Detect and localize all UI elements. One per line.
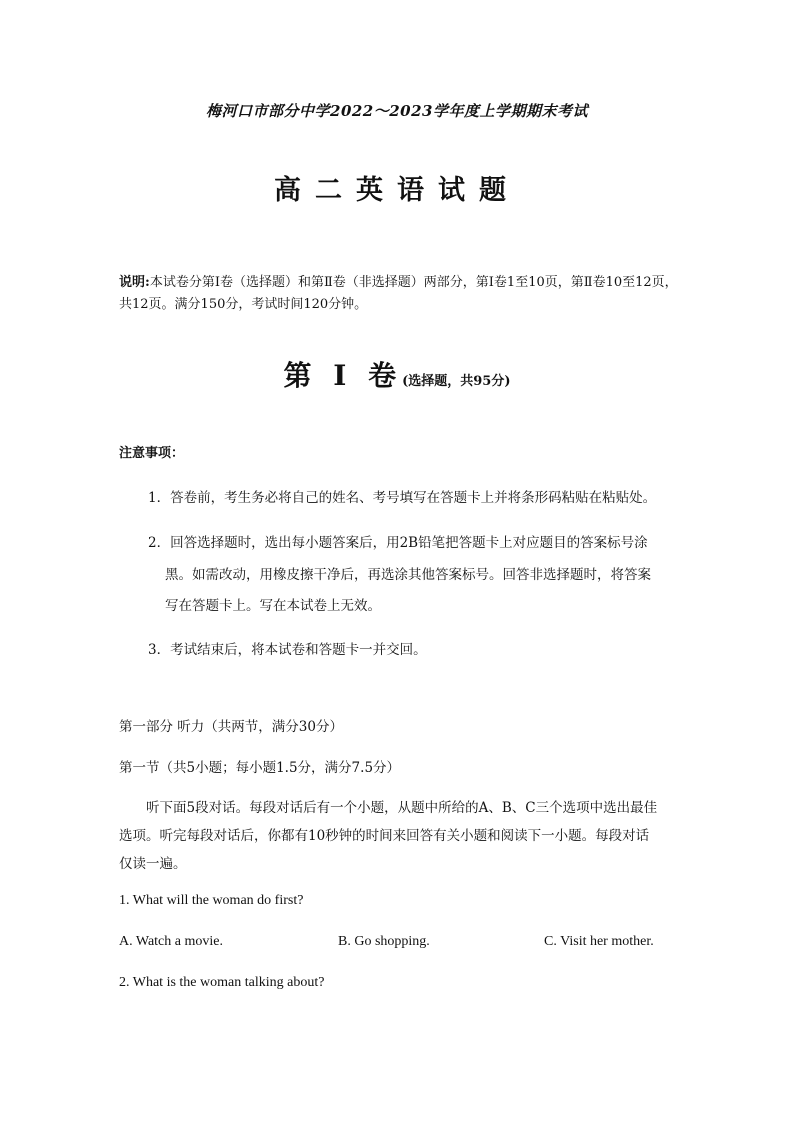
question-2-stem: 2. What is the woman talking about? — [119, 975, 325, 990]
question-1-option-a: A. Watch a movie. — [119, 934, 223, 949]
page-title: 高二英语试题 — [274, 175, 520, 206]
notice-item-3: 3．考试结束后，将本试卷和答题卡一并交回。 — [148, 642, 427, 658]
notice-item-2-line-3: 写在答题卡上。写在本试卷上无效。 — [165, 598, 381, 614]
note-label: 说明: — [119, 275, 150, 290]
notice-item-2-line-2: 黑。如需改动，用橡皮擦干净后，再选涂其他答案标号。回答非选择题时，将答案 — [165, 567, 651, 583]
question-1-option-c: C. Visit her mother. — [544, 934, 654, 949]
listening-instructions-line-3: 仅读一遍。 — [119, 856, 187, 872]
part1-section: 第一节（共5小题；每小题1.5分，满分7.5分） — [119, 760, 401, 776]
note-text: 本试卷分第Ⅰ卷（选择题）和第Ⅱ卷（非选择题）两部分，第Ⅰ卷1至10页，第Ⅱ卷10至12页，共12页。满分150分，考试时间120分钟。 — [119, 275, 678, 312]
part1-heading: 第一部分 听力（共两节，满分30分） — [119, 719, 343, 735]
notice-heading: 注意事项： — [119, 446, 185, 461]
question-1-option-b: B. Go shopping. — [338, 934, 430, 949]
volume-sub: (选择题，共95分) — [402, 374, 511, 389]
question-1-stem: 1. What will the woman do first? — [119, 893, 304, 908]
listening-instructions-line-1: 听下面5段对话。每段对话后有一个小题，从题中所给的A、B、C三个选项中选出最佳 — [146, 800, 658, 816]
volume-heading — [0, 354, 794, 394]
listening-instructions-line-2: 选项。听完每段对话后，你都有10秒钟的时间来回答有关小题和阅读下一小题。每段对话 — [119, 828, 650, 844]
notice-item-2-line-1: 2．回答选择题时，选出每小题答案后，用2B铅笔把答题卡上对应题目的答案标号涂 — [148, 535, 648, 551]
notice-item-1: 1．答卷前，考生务必将自己的姓名、考号填写在答题卡上并将条形码粘贴在粘贴处。 — [148, 490, 657, 506]
school-exam-line: 梅河口市部分中学2022～2023学年度上学期期末考试 — [206, 102, 588, 120]
exam-note — [119, 272, 679, 316]
volume-main: 第 Ⅰ 卷 — [283, 359, 403, 392]
